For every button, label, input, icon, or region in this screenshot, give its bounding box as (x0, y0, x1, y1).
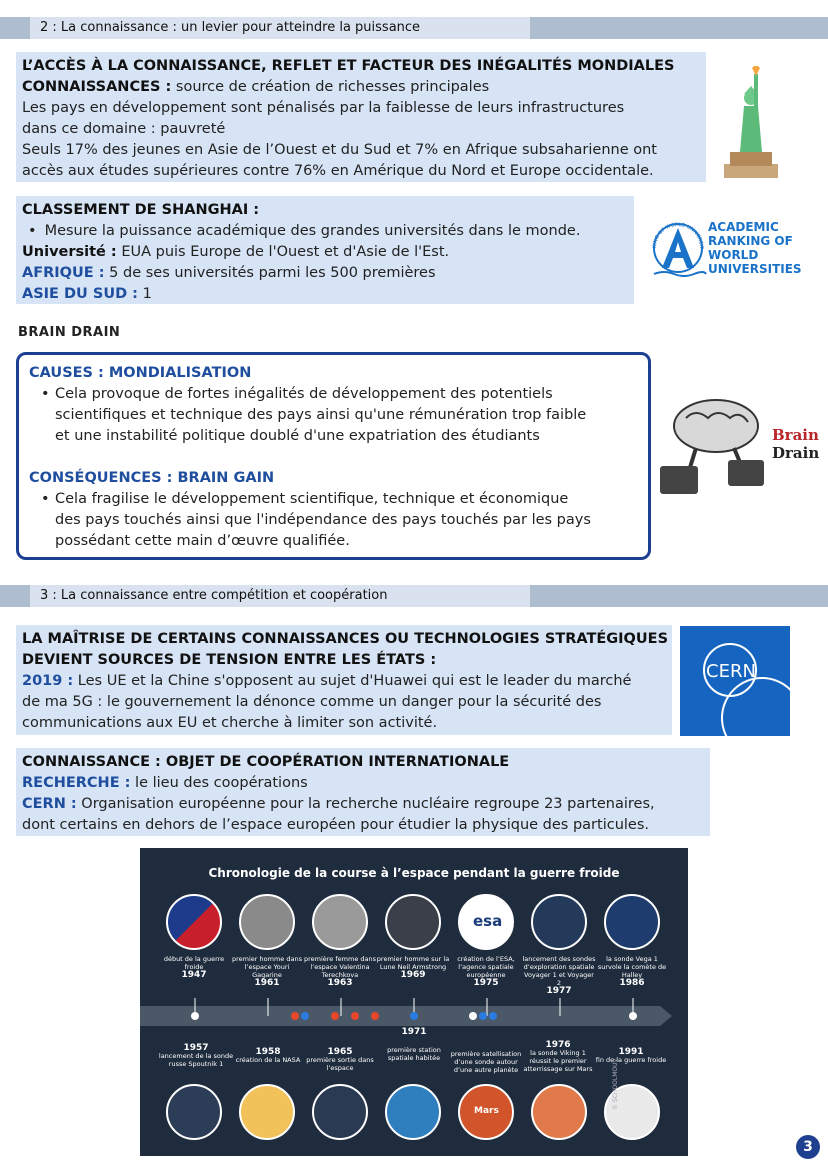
event-year: 1975 (473, 978, 499, 988)
research-label: RECHERCHE : (22, 775, 131, 791)
causes-text: Cela provoque de fortes inégalités de développement des potentiels (55, 386, 553, 402)
timeline-event-bottom (376, 1028, 452, 1062)
event-year: 1961 (254, 978, 280, 988)
event-text: première sortie dans l’espace (306, 1056, 374, 1072)
south-asia-text: 1 (137, 286, 152, 302)
brain-word: Brain (772, 426, 819, 444)
south-asia-label: ASIE DU SUD : (22, 286, 138, 302)
event-text: début de la guerre froide (163, 955, 225, 971)
timeline-event-bottom (230, 1048, 306, 1064)
timeline-title: Chronologie de la course à l’espace pendant la guerre froide (208, 866, 620, 880)
consequences-line: des pays touchés ainsi que l'indépendance des pays touchés par les pays (55, 512, 591, 528)
consequences-line: • Cela fragilise le développement scientifique, technique et économique (41, 491, 569, 507)
timeline-event-top (448, 955, 524, 987)
timeline-event-bottom (520, 1041, 596, 1073)
event-text: première satellisation d’une sonde autour d’une autre planète (450, 1050, 522, 1074)
arwu-ring-text: KING OF WORLD UNIVERSIT (651, 221, 705, 250)
tension-title-2: DEVIENT SOURCES DE TENSION ENTRE LES ÉTATS : (22, 652, 437, 668)
event-year: 1947 (181, 970, 207, 980)
event-text: premier homme dans l’espace Youri Gagarine (232, 955, 302, 979)
timeline-event-top (156, 955, 232, 979)
tereshkova-circle (312, 894, 368, 950)
timeline-event-bottom (158, 1044, 234, 1068)
event-year: 1957 (183, 1043, 209, 1053)
space-station-circle (385, 1084, 441, 1140)
inequalities-title: L’ACCÈS À LA CONNAISSANCE, REFLET ET FACTEUR DES INÉGALITÉS MONDIALES (22, 58, 675, 74)
cern-text: CERN (706, 661, 756, 682)
body-line: Les pays en développement sont pénalisés par la faiblesse de leurs infrastructures (22, 100, 625, 116)
page-number: 3 (796, 1135, 820, 1159)
event-text: création de l’ESA, l’agence spatiale européenne (457, 955, 515, 979)
gagarin-circle (239, 894, 295, 950)
space-race-timeline (140, 848, 688, 1156)
inequalities-box (16, 52, 706, 182)
arwu-text (708, 220, 802, 276)
event-year: 1958 (255, 1047, 281, 1057)
axis-dot (469, 1012, 477, 1020)
causes-line: • Cela provoque de fortes inégalités de développement des potentiels (41, 386, 553, 402)
timeline-event-bottom (302, 1048, 378, 1072)
event-year: 1963 (327, 978, 353, 988)
timeline-event-top (594, 955, 670, 987)
axis-dot (301, 1012, 309, 1020)
university-label: Université : (22, 244, 117, 260)
arwu-emblem (650, 218, 708, 282)
moon-circle (385, 894, 441, 950)
consequences-title: CONSÉQUENCES : BRAIN GAIN (29, 470, 275, 486)
africa-text: 5 de ses universités parmi les 500 premières (104, 265, 436, 281)
shanghai-title: CLASSEMENT DE SHANGHAI : (22, 202, 260, 218)
brain-drain-heading: BRAIN DRAIN (18, 325, 121, 340)
section-3-heading: 3 : La connaissance entre compétition et coopération (40, 588, 388, 603)
event-year: 1991 (618, 1047, 644, 1057)
arwu-line: WORLD (708, 248, 759, 262)
section-2-heading: 2 : La connaissance : un levier pour atteindre la puissance (40, 20, 421, 35)
year-2019-label: 2019 : (22, 673, 74, 689)
mars-circle (458, 1084, 514, 1140)
event-year: 1969 (400, 970, 426, 980)
timeline-event-top (302, 955, 378, 987)
tension-box (16, 625, 672, 735)
brain-drain-box (16, 352, 651, 560)
brain-icon (656, 396, 768, 504)
event-text: la sonde Viking 1 réussit le premier atterrissage sur Mars (523, 1049, 593, 1073)
body-line: Seuls 17% des jeunes en Asie de l’Ouest et du Sud et 7% en Afrique subsaharienne ont (22, 142, 657, 158)
event-text: première station spatiale habitée (387, 1046, 441, 1062)
body-line: communications aux EU et cherche à limiter son activité. (22, 715, 438, 731)
event-text: fin de la guerre froide (595, 1056, 667, 1064)
axis-dot (191, 1012, 199, 1020)
timeline-event-bottom (448, 1050, 524, 1074)
sputnik-circle (166, 1084, 222, 1140)
drain-word: Drain (772, 444, 820, 462)
event-text: lancement de la sonde russe Spoutnik 1 (158, 1052, 234, 1068)
cern-description: Organisation européenne pour la recherche nucléaire regroupe 23 partenaires, (76, 796, 655, 812)
event-text: création de la NASA (235, 1056, 301, 1064)
cooperation-box (16, 748, 710, 836)
event-year: 1971 (401, 1027, 427, 1037)
research-text: le lieu des coopérations (130, 775, 308, 791)
axis-dot (629, 1012, 637, 1020)
section-band (0, 585, 828, 607)
timeline-event-top (375, 955, 451, 979)
timeline-event-top (229, 955, 305, 987)
axis-dot (351, 1012, 359, 1020)
section-band (0, 17, 828, 39)
event-text: première femme dans l’espace Valentina Terechkova (303, 955, 377, 979)
voyager-circle (531, 894, 587, 950)
body-line: dans ce domaine : pauvreté (22, 121, 226, 137)
event-year: 1986 (619, 978, 645, 988)
arwu-logo (650, 218, 800, 282)
axis-dot (489, 1012, 497, 1020)
viking-circle (531, 1084, 587, 1140)
axis-dot (479, 1012, 487, 1020)
tension-title-1: LA MAÎTRISE DE CERTAINS CONNAISSANCES OU TECHNOLOGIES STRATÉGIQUES (22, 631, 669, 647)
event-year: 1977 (546, 986, 572, 996)
brain-drain-illustration (656, 396, 821, 506)
body-line: accès aux études supérieures contre 76% en Amérique du Nord et Europe occidentale. (22, 163, 654, 179)
huawei-text: Les UE et la Chine s'opposent au sujet d'Huawei qui est le leader du marché (73, 673, 632, 689)
cooperation-title: CONNAISSANCE : OBJET DE COOPÉRATION INTERNATIONALE (22, 754, 510, 770)
university-text: EUA puis Europe de l'Ouest et d'Asie de l'Est. (116, 244, 450, 260)
axis-dot (371, 1012, 379, 1020)
vega-circle (604, 894, 660, 950)
axis-dot (291, 1012, 299, 1020)
arwu-line: ACADEMIC (708, 220, 779, 234)
timeline-event-bottom (593, 1048, 669, 1064)
knowledge-text: source de création de richesses principales (171, 79, 490, 95)
credit: © SCHOOLMOUV (612, 1058, 619, 1110)
cern-logo (680, 626, 790, 736)
nasa-circle (239, 1084, 295, 1140)
shanghai-bullet: • Mesure la puissance académique des grandes universités dans le monde. (22, 221, 628, 242)
statue-of-liberty-illustration (718, 66, 784, 182)
knowledge-label: CONNAISSANCES : (22, 79, 172, 95)
esa-logo: esa (473, 912, 503, 930)
event-text: la sonde Vega 1 survole la comète de Halley (597, 955, 667, 979)
event-text: lancement des sondes d’exploration spatiale Voyager 1 et Voyager 2 (522, 955, 596, 987)
body-line: de ma 5G : le gouvernement la dénonce comme un danger pour la sécurité des (22, 694, 602, 710)
event-year: 1976 (545, 1040, 571, 1050)
cern-label: CERN : (22, 796, 77, 812)
mars-label: Mars (474, 1106, 499, 1116)
causes-line: scientifiques et technique des pays ainsi qu'une rémunération trop faible (55, 407, 587, 423)
body-line: dont certains en dehors de l’espace européen pour étudier la physique des particules. (22, 817, 649, 833)
africa-label: AFRIQUE : (22, 265, 105, 281)
axis-dot (410, 1012, 418, 1020)
flags-circle (166, 894, 222, 950)
arwu-line: RANKING OF (708, 234, 793, 248)
arwu-line: UNIVERSITIES (708, 262, 802, 276)
event-year: 1965 (327, 1047, 353, 1057)
consequences-text: Cela fragilise le développement scientifique, technique et économique (55, 491, 569, 507)
shanghai-box (16, 196, 634, 304)
axis-dot (331, 1012, 339, 1020)
spacewalk-circle (312, 1084, 368, 1140)
event-text: premier homme sur la Lune Neil Armstrong (376, 955, 450, 971)
consequences-line: possédant cette main d’œuvre qualifiée. (55, 533, 350, 549)
esa-circle (458, 894, 514, 950)
causes-line: et une instabilité politique doublé d'une expatriation des étudiants (55, 428, 540, 444)
causes-title: CAUSES : MONDIALISATION (29, 365, 252, 381)
